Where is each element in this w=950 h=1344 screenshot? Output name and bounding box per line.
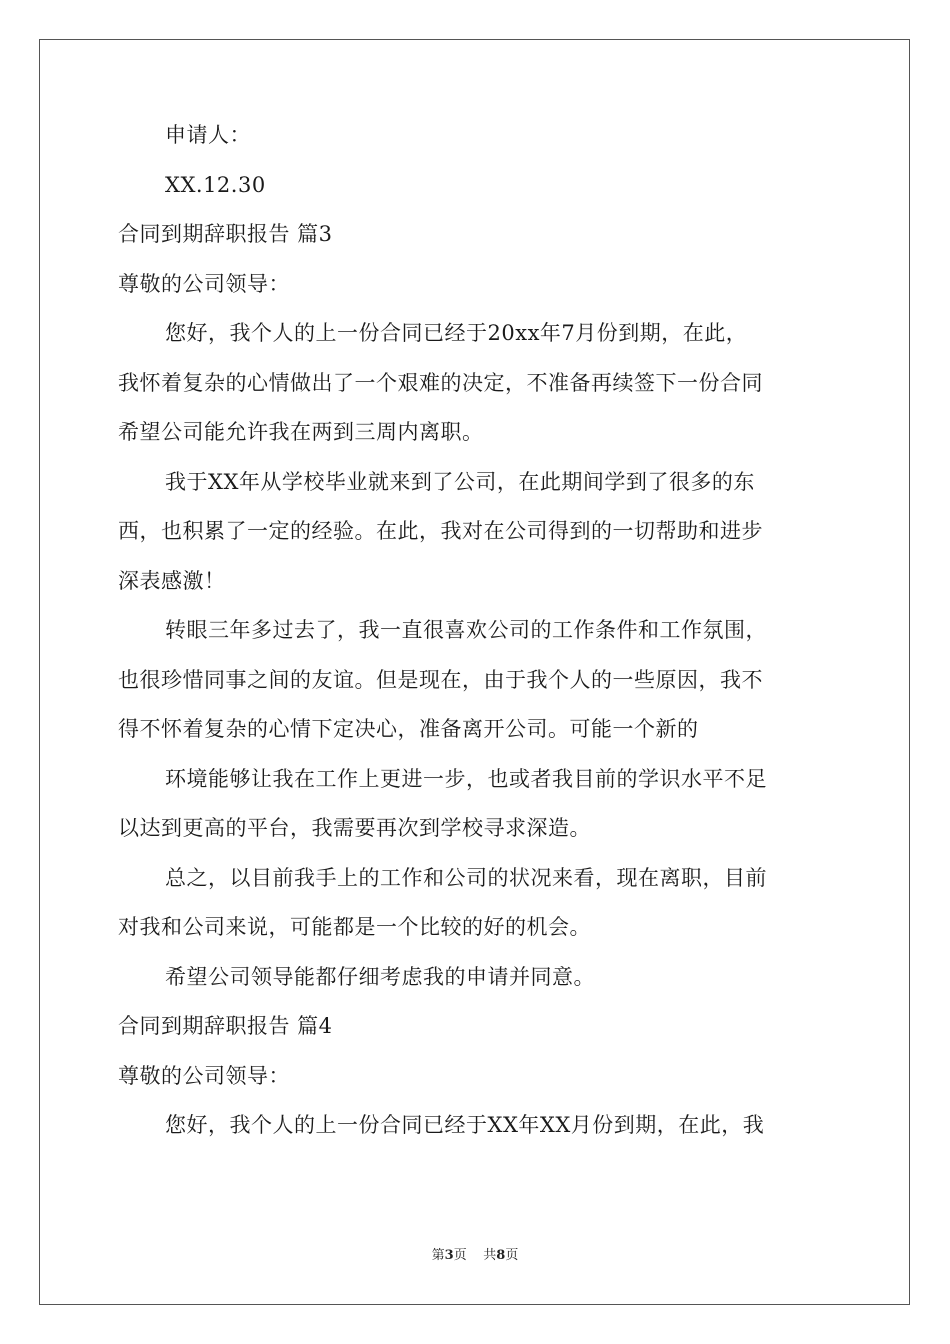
text-line: 希望公司能允许我在两到三周内离职。 xyxy=(118,420,484,444)
footer-total-unit: 页 xyxy=(505,1248,519,1263)
text-line: 您好，我个人的上一份合同已经于XX年XX月份到期，在此，我 xyxy=(165,1113,765,1137)
text-line: 希望公司领导能都仔细考虑我的申请并同意。 xyxy=(165,964,595,989)
text-line: 转眼三年多过去了，我一直很喜欢公司的工作条件和工作氛围， xyxy=(165,618,767,642)
footer-page-unit: 页 xyxy=(453,1248,467,1263)
text-line: 也很珍惜同事之间的友谊。但是现在，由于我个人的一些原因，我不 xyxy=(118,667,763,692)
text-line: 深表感激！ xyxy=(118,568,226,593)
text-line: 申请人： xyxy=(165,123,251,147)
total-page-number: 8 xyxy=(496,1248,506,1263)
text-line: 以达到更高的平台，我需要再次到学校寻求深造。 xyxy=(118,816,591,840)
text-line: 我于XX年从学校毕业就来到了公司，在此期间学到了很多的东 xyxy=(165,469,755,494)
current-page-number: 3 xyxy=(444,1248,454,1263)
text-line: 您好，我个人的上一份合同已经于20xx年7月份到期，在此， xyxy=(165,321,748,345)
text-line: 合同到期辞职报告 篇3 xyxy=(118,222,333,246)
text-line: 得不怀着复杂的心情下定决心，准备离开公司。可能一个新的 xyxy=(118,717,699,741)
text-line: 西，也积累了一定的经验。在此，我对在公司得到的一切帮助和进步 xyxy=(118,519,763,543)
text-line: 合同到期辞职报告 篇4 xyxy=(118,1014,333,1038)
footer-total-prefix: 共 xyxy=(483,1248,497,1263)
text-line: 尊敬的公司领导： xyxy=(118,271,290,296)
text-line: 总之，以目前我手上的工作和公司的状况来看，现在离职，目前 xyxy=(165,865,767,890)
text-line: 尊敬的公司领导： xyxy=(118,1063,290,1088)
text-line: 我怀着复杂的心情做出了一个艰难的决定，不准备再续签下一份合同 xyxy=(118,370,763,395)
page-footer xyxy=(0,1247,950,1265)
footer-prefix: 第 xyxy=(431,1248,445,1263)
text-line: 环境能够让我在工作上更进一步，也或者我目前的学识水平不足 xyxy=(165,766,767,791)
text-line: 对我和公司来说，可能都是一个比较的好的机会。 xyxy=(118,915,591,939)
text-line: XX.12.30 xyxy=(165,172,266,197)
